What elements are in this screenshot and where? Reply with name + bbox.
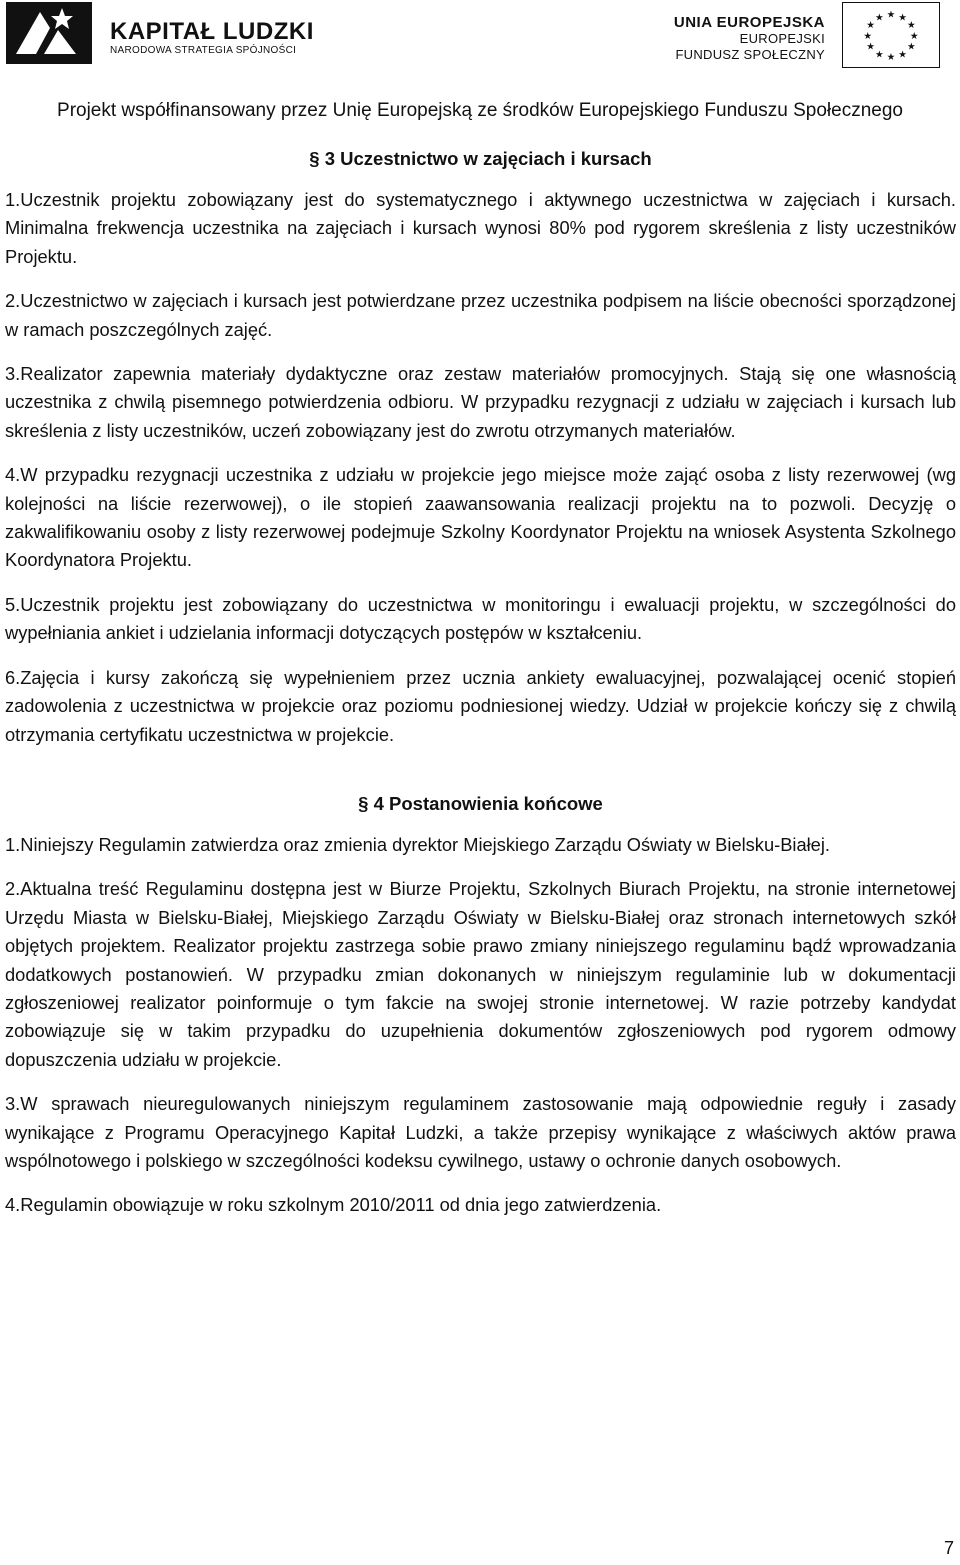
spacer [5, 648, 956, 664]
section3-title: § 3 Uczestnictwo w zajęciach i kursach [309, 148, 652, 169]
kapital-ludzki-emblem-icon [6, 2, 92, 64]
eu-logo-text [674, 14, 825, 63]
document-body [5, 148, 956, 1220]
svg-text:★: ★ [875, 12, 884, 24]
svg-text:★: ★ [886, 9, 896, 21]
eu-flag-icon [842, 2, 940, 68]
spacer [5, 1175, 956, 1191]
svg-text:★: ★ [909, 30, 919, 42]
svg-text:★: ★ [898, 12, 907, 24]
eu-line3: FUNDUSZ SPOŁECZNY [675, 47, 825, 62]
spacer [5, 445, 956, 461]
section4-title: § 4 Postanowienia końcowe [358, 792, 603, 814]
svg-text:★: ★ [863, 30, 873, 42]
logo-left-title: KAPITAŁ LUDZKI [110, 18, 314, 45]
section3-paragraph-3: 3.Realizator zapewnia materiały dydaktyczne oraz zestaw materiałów promocyjnych. Stają się one własnością uczestnika z chwilą pisemnego potwierdzenia odbioru. W przypadku rezygnacji z udziału w zajęciach i kursach lub skreślenia z listy uczestników, uczeń zobowiązany jest do zwrotu otrzymanych materiałów. [5, 363, 956, 441]
spacer [5, 749, 956, 793]
svg-text:★: ★ [875, 49, 884, 61]
spacer [5, 344, 956, 360]
section3-paragraph-1: 1.Uczestnik projektu zobowiązany jest do systematycznego i aktywnego uczestnictwa w zajęciach i kursach. Minimalna frekwencja uczestnika na zajęciach i kursach wynosi 80% pod rygorem skreślenia z listy uczestników Projektu. [5, 189, 956, 267]
svg-text:★: ★ [898, 49, 907, 61]
svg-text:★: ★ [907, 20, 916, 32]
svg-text:★: ★ [866, 41, 875, 53]
cofunding-statement: Projekt współfinansowany przez Unię Europejską ze środków Europejskiego Funduszu Społecznego [57, 100, 903, 121]
svg-text:★: ★ [886, 52, 896, 64]
spacer [5, 170, 956, 186]
page-header [0, 0, 960, 121]
kapital-ludzki-logo [6, 2, 314, 66]
spacer [5, 271, 956, 287]
section4-paragraph-3: 3.W sprawach nieuregulowanych niniejszym regulaminem zastosowanie mają odpowiednie reguły i zasady wynikające z Programu Operacyjnego Kapitał Ludzki, a także przepisy wynikające z właściwych aktów prawa wspólnotowego i polskiego w szczególności kodeksu cywilnego, ustawy o ochronie danych osobowych. [5, 1093, 956, 1171]
eu-line2: EUROPEJSKI [739, 31, 825, 46]
svg-text:★: ★ [866, 20, 875, 32]
eu-line1: UNIA EUROPEJSKA [673, 14, 825, 31]
spacer [5, 859, 956, 875]
section3-paragraph-6: 6.Zajęcia i kursy zakończą się wypełnieniem przez ucznia ankiety ewaluacyjnej, pozwalającej ocenić stopień zadowolenia z uczestnictwa w projekcie oraz poziomu podniesionej wiedzy. Udział w projekcie kończy się z chwilą otrzymania certyfikatu uczestnictwa w projekcie. [5, 666, 956, 745]
eu-logo [660, 2, 940, 68]
svg-text:★: ★ [907, 41, 916, 53]
section4-paragraph-4: 4.Regulamin obowiązuje w roku szkolnym 2010/2011 od dnia jego zatwierdzenia. [5, 1194, 662, 1216]
spacer [5, 815, 956, 831]
section4-paragraph-1: 1.Niniejszy Regulamin zatwierdza oraz zmienia dyrektor Miejskiego Zarządu Oświaty w Bielsku-Białej. [5, 833, 830, 855]
page-number: 7 [943, 1538, 954, 1558]
logo-left-subtitle: NARODOWA STRATEGIA SPÓJNOŚCI [110, 45, 297, 56]
spacer [5, 575, 956, 591]
spacer [5, 1074, 956, 1090]
section3-paragraph-5: 5.Uczestnik projektu jest zobowiązany do uczestnictwa w monitoringu i ewaluacji projektu, w szczególności do wypełniania ankiet i udzielania informacji dotyczących postępów w kształceniu. [5, 593, 956, 644]
section3-paragraph-4: 4.W przypadku rezygnacji uczestnika z udziału w projekcie jego miejsce może zająć osoba z listy rezerwowej (wg kolejności na liście rezerwowej), o ile stopień zaawansowania realizacji projektu na to pozwoli. Decyzję o zakwalifikowaniu osoby z listy rezerwowej podejmuje Szkolny Koordynator Projektu na wniosek Asystenta Szkolnego Koordynatora Projektu. [5, 464, 956, 571]
section4-paragraph-2: 2.Aktualna treść Regulaminu dostępna jest w Biurze Projektu, Szkolnych Biurach Projektu, na stronie internetowej Urzędu Miasta w Bielsku-Białej, Miejskiego Zarządu Oświaty w Bielsku-Białej oraz stronach internetowych szkół objętych projektem. Realizator projektu zastrzega sobie prawo zmiany niniejszego regulaminu bądź wprowadzania dodatkowych postanowień. W przypadku zmian dokonanych w niniejszym regulaminie lub w dokumentacji zgłoszeniowej realizator poinformuje o tym fakcie na swojej stronie internetowej. W razie potrzeby kandydat zobowiązuje się w takim przypadku do uzupełnienia dokumentów zgłoszeniowych pod rygorem odmowy dopuszczenia udziału w projekcie. [5, 878, 956, 1070]
section3-paragraph-2: 2.Uczestnictwo w zajęciach i kursach jest potwierdzane przez uczestnika podpisem na liście obecności sporządzonej w ramach poszczególnych zajęć. [5, 290, 956, 340]
